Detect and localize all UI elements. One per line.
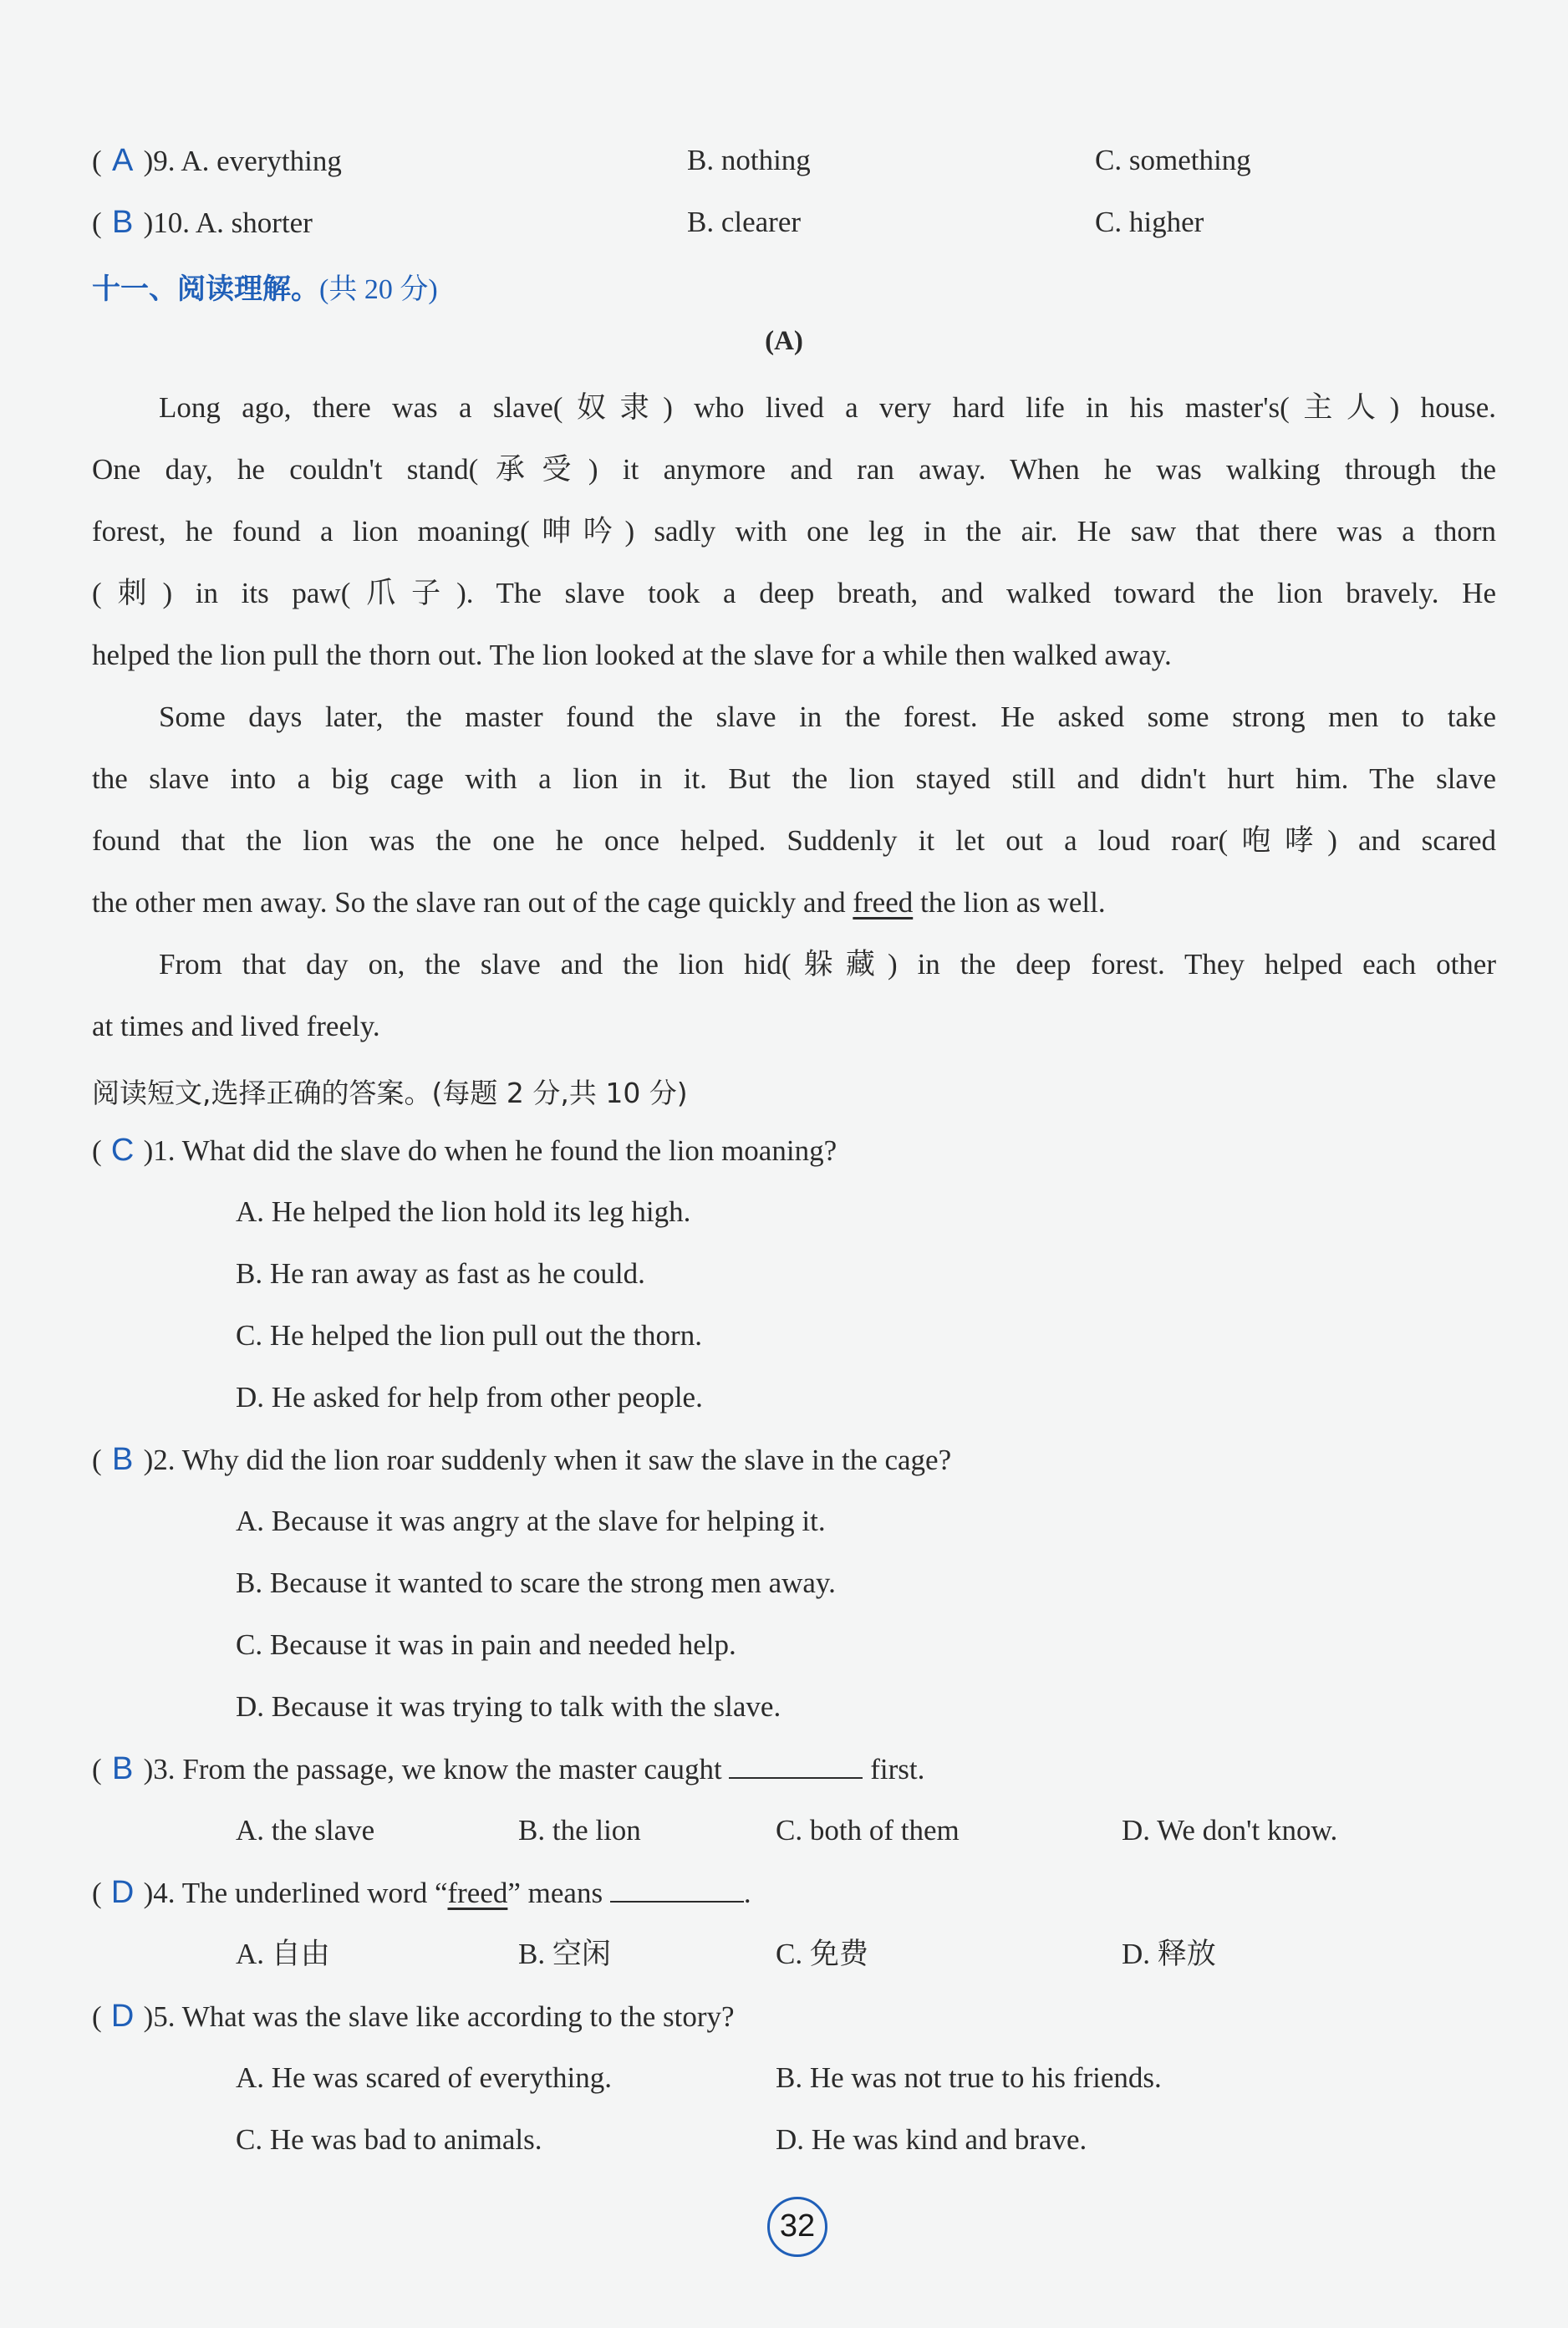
option-c: C. He was bad to animals. <box>236 2123 542 2156</box>
option-a: A. 自由 <box>236 1938 330 1970</box>
passage-line: (刺) in its paw(爪子). The slave took a deep breath, and walked toward the lion bravely. He <box>92 577 1496 609</box>
passage-line: Long ago, there was a slave(奴隶) who lived a very hard life in his master's(主人) house. <box>159 391 1496 424</box>
question-text: What was the slave like according to the story? <box>181 2000 735 2033</box>
question-3: ( B )3. From the passage, we know the master caught first. <box>92 1751 925 1786</box>
answer-mark: D <box>110 1999 135 2034</box>
passage-line: From that day on, the slave and the lion hid(躲藏) in the deep forest. They helped each other <box>159 948 1496 981</box>
passage-line: helped the lion pull the thorn out. The lion looked at the slave for a while then walked away. <box>92 639 1172 671</box>
question-text: What did the slave do when he found the lion moaning? <box>181 1134 837 1167</box>
question-text: Why did the lion roar suddenly when it saw the slave in the cage? <box>181 1444 952 1476</box>
answer-mark: A <box>111 143 134 178</box>
question-9: ( A )9. A. everything B. nothing C. something <box>92 143 1251 178</box>
option-b: B. 空闲 <box>518 1938 611 1970</box>
instructions: 阅读短文,选择正确的答案。(每题 2 分,共 10 分) <box>92 1077 688 1109</box>
option-c: C. higher <box>1095 206 1204 238</box>
answer-blank <box>610 1876 744 1903</box>
page-number: 32 <box>767 2197 827 2257</box>
option-a: A. everything <box>181 145 342 177</box>
option-b: B. the lion <box>518 1814 641 1847</box>
question-number: )1. <box>143 1134 176 1167</box>
question-5: ( D )5. What was the slave like according to the story? <box>92 1999 735 2034</box>
passage-line: the other men away. So the slave ran out of the cage quickly and freed the lion as well. <box>92 886 1106 919</box>
question-number: )3. <box>143 1753 176 1785</box>
option-d: D. He asked for help from other people. <box>236 1381 703 1414</box>
option-c: C. He helped the lion pull out the thorn. <box>236 1319 702 1352</box>
option-d: D. He was kind and brave. <box>776 2123 1087 2156</box>
answer-mark: B <box>111 1442 134 1477</box>
option-a: A. the slave <box>236 1814 375 1847</box>
answer-mark: C <box>110 1133 135 1168</box>
answer-mark: D <box>110 1875 135 1910</box>
passage-label: (A) <box>765 326 803 356</box>
question-4: ( D )4. The underlined word “freed” means . <box>92 1875 751 1910</box>
question-10: ( B )10. A. shorter B. clearer C. higher <box>92 205 1204 240</box>
option-b: B. He was not true to his friends. <box>776 2061 1162 2094</box>
answer-mark: B <box>111 1751 134 1786</box>
option-a: A. Because it was angry at the slave for helping it. <box>236 1505 826 1537</box>
passage-line: found that the lion was the one he once helped. Suddenly it let out a loud roar(咆哮) and scared <box>92 824 1496 857</box>
passage-line: the slave into a big cage with a lion in it. But the lion stayed still and didn't hurt him. The slave <box>92 762 1496 795</box>
underlined-word: freed <box>853 886 914 919</box>
option-d: D. We don't know. <box>1122 1814 1338 1847</box>
underlined-word: freed <box>447 1877 508 1909</box>
option-c: C. something <box>1095 144 1251 176</box>
question-number: )4. <box>143 1877 176 1909</box>
option-a: A. shorter <box>195 206 313 239</box>
question-1: ( C )1. What did the slave do when he found the lion moaning? <box>92 1133 837 1168</box>
passage-line: One day, he couldn't stand(承受) it anymore and ran away. When he was walking through the <box>92 453 1496 486</box>
answer-mark: B <box>111 205 134 240</box>
section-title: 十一、阅读理解。(共 20 分) <box>92 273 438 306</box>
option-c: C. Because it was in pain and needed help. <box>236 1628 736 1661</box>
question-number: )10. <box>143 206 191 239</box>
passage-line: at times and lived freely. <box>92 1010 380 1042</box>
option-b: B. nothing <box>687 144 811 176</box>
option-d: D. Because it was trying to talk with the slave. <box>236 1690 781 1723</box>
question-2: ( B )2. Why did the lion roar suddenly when it saw the slave in the cage? <box>92 1442 952 1477</box>
answer-blank <box>729 1752 863 1779</box>
option-a: A. He was scared of everything. <box>236 2061 612 2094</box>
option-b: B. Because it wanted to scare the strong men away. <box>236 1566 836 1599</box>
passage-line: forest, he found a lion moaning(呻吟) sadly with one leg in the air. He saw that there was a thorn <box>92 515 1496 548</box>
question-number: )2. <box>143 1444 176 1476</box>
question-number: )9. <box>143 145 176 177</box>
option-c: C. both of them <box>776 1814 960 1847</box>
passage-line: Some days later, the master found the slave in the forest. He asked some strong men to take <box>159 700 1496 733</box>
question-number: )5. <box>143 2000 176 2033</box>
option-a: A. He helped the lion hold its leg high. <box>236 1195 691 1228</box>
option-b: B. He ran away as fast as he could. <box>236 1257 645 1290</box>
option-b: B. clearer <box>687 206 802 238</box>
option-c: C. 免费 <box>776 1938 868 1970</box>
option-d: D. 释放 <box>1122 1938 1216 1970</box>
